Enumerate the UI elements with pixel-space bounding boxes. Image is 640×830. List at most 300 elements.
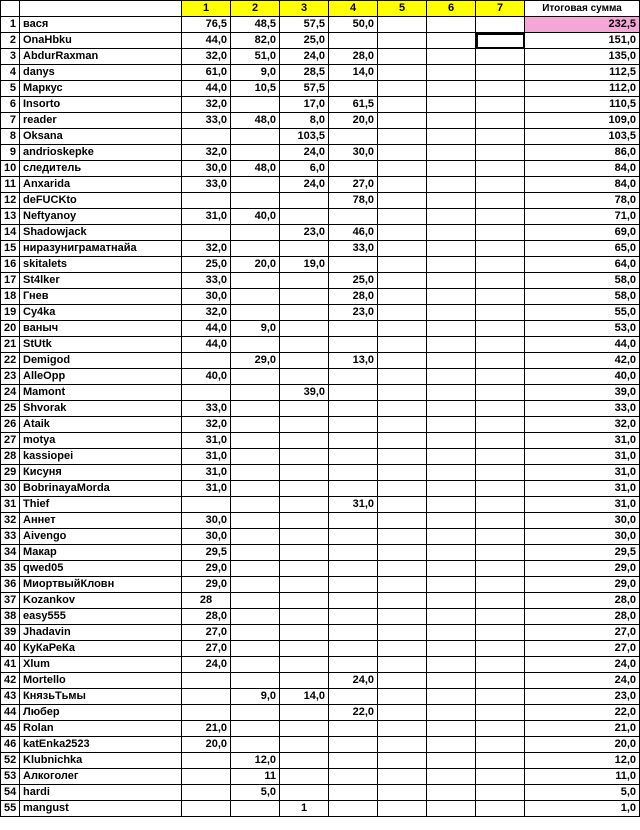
row-number[interactable]: 44 (1, 705, 20, 721)
row-number[interactable]: 42 (1, 673, 20, 689)
row-number[interactable]: 28 (1, 449, 20, 465)
score-cell-round-6[interactable] (427, 129, 476, 145)
score-cell-round-3[interactable]: 39,0 (280, 385, 329, 401)
score-cell-round-7[interactable] (476, 769, 525, 785)
score-cell-round-6[interactable] (427, 737, 476, 753)
score-cell-round-5[interactable] (378, 801, 427, 817)
score-cell-round-3[interactable] (280, 545, 329, 561)
row-number[interactable]: 43 (1, 689, 20, 705)
score-cell-round-7[interactable] (476, 225, 525, 241)
score-cell-round-6[interactable] (427, 257, 476, 273)
score-cell-round-6[interactable] (427, 241, 476, 257)
score-cell-round-5[interactable] (378, 241, 427, 257)
score-cell-round-2[interactable]: 40,0 (231, 209, 280, 225)
score-cell-round-7[interactable] (476, 273, 525, 289)
score-cell-round-5[interactable] (378, 577, 427, 593)
score-cell-round-4[interactable] (329, 513, 378, 529)
score-cell-round-7[interactable] (476, 497, 525, 513)
player-name-cell[interactable]: вася (20, 17, 182, 33)
score-cell-round-2[interactable]: 11 (231, 769, 280, 785)
total-cell[interactable]: 109,0 (525, 113, 640, 129)
score-cell-round-6[interactable] (427, 465, 476, 481)
score-cell-round-4[interactable] (329, 481, 378, 497)
row-number[interactable]: 46 (1, 737, 20, 753)
score-cell-round-7[interactable] (476, 385, 525, 401)
player-name-cell[interactable]: Thief (20, 497, 182, 513)
score-cell-round-3[interactable] (280, 577, 329, 593)
score-cell-round-4[interactable]: 13,0 (329, 353, 378, 369)
score-cell-round-7[interactable] (476, 97, 525, 113)
score-cell-round-2[interactable] (231, 641, 280, 657)
score-cell-round-5[interactable] (378, 433, 427, 449)
score-cell-round-2[interactable]: 29,0 (231, 353, 280, 369)
row-number[interactable]: 5 (1, 81, 20, 97)
score-cell-round-3[interactable] (280, 401, 329, 417)
player-name-cell[interactable]: Neftyanoy (20, 209, 182, 225)
player-name-cell[interactable]: deFUCKto (20, 193, 182, 209)
score-cell-round-5[interactable] (378, 753, 427, 769)
column-header-6[interactable]: 6 (427, 1, 476, 17)
corner-cell[interactable] (1, 1, 20, 17)
score-cell-round-5[interactable] (378, 113, 427, 129)
score-cell-round-6[interactable] (427, 321, 476, 337)
player-name-cell[interactable]: Shadowjack (20, 225, 182, 241)
score-cell-round-6[interactable] (427, 353, 476, 369)
score-cell-round-1[interactable] (182, 193, 231, 209)
name-header-cell[interactable] (20, 1, 182, 17)
score-cell-round-7[interactable] (476, 641, 525, 657)
score-cell-round-3[interactable]: 24,0 (280, 145, 329, 161)
total-cell[interactable]: 78,0 (525, 193, 640, 209)
player-name-cell[interactable]: andrioskepke (20, 145, 182, 161)
row-number[interactable]: 35 (1, 561, 20, 577)
score-cell-round-3[interactable]: 57,5 (280, 81, 329, 97)
score-cell-round-3[interactable] (280, 769, 329, 785)
score-cell-round-5[interactable] (378, 161, 427, 177)
total-cell[interactable]: 232,5 (525, 17, 640, 33)
score-cell-round-4[interactable] (329, 321, 378, 337)
score-cell-round-6[interactable] (427, 97, 476, 113)
score-cell-round-1[interactable]: 21,0 (182, 721, 231, 737)
score-cell-round-4[interactable]: 27,0 (329, 177, 378, 193)
player-name-cell[interactable]: Кисуня (20, 465, 182, 481)
score-cell-round-6[interactable] (427, 81, 476, 97)
score-cell-round-2[interactable]: 20,0 (231, 257, 280, 273)
row-number[interactable]: 2 (1, 33, 20, 49)
score-cell-round-4[interactable] (329, 33, 378, 49)
score-cell-round-5[interactable] (378, 593, 427, 609)
player-name-cell[interactable]: Маркус (20, 81, 182, 97)
score-cell-round-4[interactable] (329, 449, 378, 465)
total-cell[interactable]: 58,0 (525, 273, 640, 289)
score-cell-round-5[interactable] (378, 769, 427, 785)
row-number[interactable]: 8 (1, 129, 20, 145)
score-cell-round-2[interactable] (231, 145, 280, 161)
total-cell[interactable]: 20,0 (525, 737, 640, 753)
score-cell-round-2[interactable]: 5,0 (231, 785, 280, 801)
score-cell-round-3[interactable]: 24,0 (280, 49, 329, 65)
score-cell-round-1[interactable]: 31,0 (182, 433, 231, 449)
score-cell-round-2[interactable] (231, 497, 280, 513)
score-cell-round-6[interactable] (427, 209, 476, 225)
row-number[interactable]: 33 (1, 529, 20, 545)
total-cell[interactable]: 29,0 (525, 577, 640, 593)
score-cell-round-2[interactable]: 9,0 (231, 321, 280, 337)
score-cell-round-7[interactable] (476, 673, 525, 689)
score-cell-round-2[interactable] (231, 193, 280, 209)
score-cell-round-7[interactable] (476, 161, 525, 177)
score-cell-round-5[interactable] (378, 177, 427, 193)
row-number[interactable]: 26 (1, 417, 20, 433)
score-cell-round-7[interactable] (476, 753, 525, 769)
score-cell-round-6[interactable] (427, 385, 476, 401)
player-name-cell[interactable]: kassiopei (20, 449, 182, 465)
score-cell-round-4[interactable] (329, 369, 378, 385)
row-number[interactable]: 10 (1, 161, 20, 177)
player-name-cell[interactable]: AbdurRaxman (20, 49, 182, 65)
score-cell-round-5[interactable] (378, 353, 427, 369)
score-cell-round-4[interactable] (329, 593, 378, 609)
score-cell-round-6[interactable] (427, 545, 476, 561)
row-number[interactable]: 25 (1, 401, 20, 417)
score-cell-round-1[interactable]: 28,0 (182, 609, 231, 625)
score-cell-round-3[interactable] (280, 785, 329, 801)
score-cell-round-2[interactable] (231, 721, 280, 737)
score-cell-round-1[interactable]: 31,0 (182, 449, 231, 465)
score-cell-round-2[interactable] (231, 481, 280, 497)
score-cell-round-1[interactable]: 32,0 (182, 145, 231, 161)
total-cell[interactable]: 29,0 (525, 561, 640, 577)
score-cell-round-7[interactable] (476, 433, 525, 449)
score-cell-round-6[interactable] (427, 177, 476, 193)
row-number[interactable]: 3 (1, 49, 20, 65)
score-cell-round-4[interactable]: 25,0 (329, 273, 378, 289)
score-cell-round-6[interactable] (427, 145, 476, 161)
score-cell-round-6[interactable] (427, 705, 476, 721)
score-cell-round-5[interactable] (378, 145, 427, 161)
score-cell-round-2[interactable]: 82,0 (231, 33, 280, 49)
total-cell[interactable]: 5,0 (525, 785, 640, 801)
row-number[interactable]: 36 (1, 577, 20, 593)
score-cell-round-4[interactable] (329, 529, 378, 545)
score-cell-round-4[interactable] (329, 625, 378, 641)
score-cell-round-1[interactable] (182, 769, 231, 785)
total-cell[interactable]: 103,5 (525, 129, 640, 145)
score-cell-round-3[interactable] (280, 593, 329, 609)
score-cell-round-7[interactable] (476, 81, 525, 97)
score-cell-round-4[interactable] (329, 577, 378, 593)
total-cell[interactable]: 55,0 (525, 305, 640, 321)
score-cell-round-3[interactable] (280, 417, 329, 433)
score-cell-round-2[interactable] (231, 289, 280, 305)
score-cell-round-2[interactable] (231, 737, 280, 753)
score-cell-round-5[interactable] (378, 785, 427, 801)
score-cell-round-3[interactable] (280, 433, 329, 449)
score-cell-round-6[interactable] (427, 417, 476, 433)
score-cell-round-6[interactable] (427, 497, 476, 513)
total-cell[interactable]: 64,0 (525, 257, 640, 273)
score-cell-round-7[interactable] (476, 241, 525, 257)
score-cell-round-2[interactable] (231, 529, 280, 545)
score-cell-round-5[interactable] (378, 513, 427, 529)
score-cell-round-4[interactable] (329, 737, 378, 753)
score-cell-round-6[interactable] (427, 785, 476, 801)
score-cell-round-1[interactable]: 31,0 (182, 481, 231, 497)
score-cell-round-1[interactable]: 30,0 (182, 289, 231, 305)
score-cell-round-3[interactable] (280, 241, 329, 257)
score-cell-round-6[interactable] (427, 273, 476, 289)
score-cell-round-1[interactable]: 30,0 (182, 529, 231, 545)
score-cell-round-4[interactable]: 33,0 (329, 241, 378, 257)
row-number[interactable]: 34 (1, 545, 20, 561)
total-cell[interactable]: 27,0 (525, 641, 640, 657)
score-cell-round-4[interactable] (329, 689, 378, 705)
score-cell-round-2[interactable]: 48,0 (231, 161, 280, 177)
score-cell-round-4[interactable]: 28,0 (329, 289, 378, 305)
total-header[interactable]: Итоговая сумма (525, 1, 640, 17)
score-cell-round-2[interactable] (231, 305, 280, 321)
score-cell-round-3[interactable] (280, 465, 329, 481)
total-cell[interactable]: 31,0 (525, 481, 640, 497)
score-cell-round-2[interactable] (231, 337, 280, 353)
score-cell-round-5[interactable] (378, 321, 427, 337)
score-cell-round-6[interactable] (427, 689, 476, 705)
total-cell[interactable]: 27,0 (525, 625, 640, 641)
score-cell-round-7[interactable] (476, 737, 525, 753)
score-cell-round-2[interactable] (231, 545, 280, 561)
score-cell-round-5[interactable] (378, 465, 427, 481)
score-cell-round-5[interactable] (378, 337, 427, 353)
score-cell-round-1[interactable]: 24,0 (182, 657, 231, 673)
score-cell-round-2[interactable] (231, 593, 280, 609)
score-cell-round-3[interactable]: 19,0 (280, 257, 329, 273)
row-number[interactable]: 13 (1, 209, 20, 225)
player-name-cell[interactable]: Ataik (20, 417, 182, 433)
score-cell-round-6[interactable] (427, 49, 476, 65)
total-cell[interactable]: 24,0 (525, 657, 640, 673)
score-cell-round-7[interactable] (476, 481, 525, 497)
score-cell-round-3[interactable] (280, 449, 329, 465)
score-cell-round-4[interactable]: 23,0 (329, 305, 378, 321)
column-header-4[interactable]: 4 (329, 1, 378, 17)
player-name-cell[interactable]: следитель (20, 161, 182, 177)
score-cell-round-3[interactable] (280, 497, 329, 513)
score-cell-round-4[interactable] (329, 785, 378, 801)
score-cell-round-3[interactable]: 25,0 (280, 33, 329, 49)
score-cell-round-5[interactable] (378, 561, 427, 577)
score-cell-round-5[interactable] (378, 689, 427, 705)
score-cell-round-1[interactable]: 40,0 (182, 369, 231, 385)
score-cell-round-5[interactable] (378, 33, 427, 49)
row-number[interactable]: 52 (1, 753, 20, 769)
player-name-cell[interactable]: Aivengo (20, 529, 182, 545)
score-cell-round-7[interactable] (476, 33, 525, 49)
score-cell-round-5[interactable] (378, 449, 427, 465)
score-cell-round-7[interactable] (476, 785, 525, 801)
row-number[interactable]: 14 (1, 225, 20, 241)
score-cell-round-7[interactable] (476, 113, 525, 129)
score-cell-round-1[interactable]: 31,0 (182, 465, 231, 481)
score-cell-round-1[interactable]: 61,0 (182, 65, 231, 81)
score-cell-round-3[interactable] (280, 369, 329, 385)
score-cell-round-7[interactable] (476, 305, 525, 321)
score-cell-round-6[interactable] (427, 641, 476, 657)
score-cell-round-6[interactable] (427, 17, 476, 33)
score-cell-round-2[interactable] (231, 225, 280, 241)
score-cell-round-6[interactable] (427, 449, 476, 465)
score-cell-round-5[interactable] (378, 65, 427, 81)
score-cell-round-3[interactable] (280, 481, 329, 497)
player-name-cell[interactable]: Гнев (20, 289, 182, 305)
player-name-cell[interactable]: КнязьТьмы (20, 689, 182, 705)
score-cell-round-7[interactable] (476, 417, 525, 433)
total-cell[interactable]: 39,0 (525, 385, 640, 401)
score-cell-round-5[interactable] (378, 193, 427, 209)
total-cell[interactable]: 1,0 (525, 801, 640, 817)
row-number[interactable]: 23 (1, 369, 20, 385)
score-cell-round-2[interactable] (231, 401, 280, 417)
total-cell[interactable]: 31,0 (525, 465, 640, 481)
row-number[interactable]: 27 (1, 433, 20, 449)
score-cell-round-5[interactable] (378, 481, 427, 497)
total-cell[interactable]: 86,0 (525, 145, 640, 161)
score-cell-round-6[interactable] (427, 369, 476, 385)
total-cell[interactable]: 11,0 (525, 769, 640, 785)
score-cell-round-2[interactable] (231, 609, 280, 625)
player-name-cell[interactable]: ниразуниграматнайа (20, 241, 182, 257)
row-number[interactable]: 38 (1, 609, 20, 625)
score-cell-round-7[interactable] (476, 401, 525, 417)
total-cell[interactable]: 24,0 (525, 673, 640, 689)
row-number[interactable]: 29 (1, 465, 20, 481)
score-cell-round-5[interactable] (378, 129, 427, 145)
score-cell-round-7[interactable] (476, 369, 525, 385)
player-name-cell[interactable]: danys (20, 65, 182, 81)
score-cell-round-7[interactable] (476, 577, 525, 593)
player-name-cell[interactable]: Xlum (20, 657, 182, 673)
player-name-cell[interactable]: mangust (20, 801, 182, 817)
player-name-cell[interactable]: AlleOpp (20, 369, 182, 385)
player-name-cell[interactable]: Shvorak (20, 401, 182, 417)
score-cell-round-3[interactable]: 24,0 (280, 177, 329, 193)
score-cell-round-4[interactable]: 31,0 (329, 497, 378, 513)
player-name-cell[interactable]: Jhadavin (20, 625, 182, 641)
score-cell-round-1[interactable] (182, 225, 231, 241)
score-cell-round-1[interactable] (182, 705, 231, 721)
total-cell[interactable]: 110,5 (525, 97, 640, 113)
score-cell-round-1[interactable]: 29,0 (182, 561, 231, 577)
player-name-cell[interactable]: МиортвыйКловн (20, 577, 182, 593)
score-cell-round-4[interactable] (329, 753, 378, 769)
score-cell-round-5[interactable] (378, 81, 427, 97)
score-cell-round-7[interactable] (476, 609, 525, 625)
score-cell-round-4[interactable] (329, 257, 378, 273)
score-cell-round-1[interactable]: 33,0 (182, 177, 231, 193)
score-cell-round-5[interactable] (378, 625, 427, 641)
score-cell-round-1[interactable] (182, 801, 231, 817)
score-cell-round-3[interactable] (280, 657, 329, 673)
row-number[interactable]: 22 (1, 353, 20, 369)
score-cell-round-6[interactable] (427, 673, 476, 689)
score-cell-round-2[interactable] (231, 465, 280, 481)
score-cell-round-2[interactable] (231, 417, 280, 433)
score-cell-round-7[interactable] (476, 65, 525, 81)
total-cell[interactable]: 151,0 (525, 33, 640, 49)
score-cell-round-1[interactable]: 32,0 (182, 241, 231, 257)
score-cell-round-2[interactable] (231, 577, 280, 593)
player-name-cell[interactable]: katEnka2523 (20, 737, 182, 753)
score-cell-round-6[interactable] (427, 161, 476, 177)
score-cell-round-3[interactable]: 103,5 (280, 129, 329, 145)
score-cell-round-7[interactable] (476, 545, 525, 561)
score-cell-round-4[interactable] (329, 801, 378, 817)
score-cell-round-5[interactable] (378, 97, 427, 113)
total-cell[interactable]: 65,0 (525, 241, 640, 257)
score-cell-round-5[interactable] (378, 417, 427, 433)
total-cell[interactable]: 29,5 (525, 545, 640, 561)
player-name-cell[interactable]: Rolan (20, 721, 182, 737)
score-cell-round-2[interactable] (231, 177, 280, 193)
score-cell-round-4[interactable] (329, 609, 378, 625)
score-cell-round-6[interactable] (427, 65, 476, 81)
score-cell-round-7[interactable] (476, 209, 525, 225)
score-cell-round-5[interactable] (378, 209, 427, 225)
score-cell-round-3[interactable] (280, 513, 329, 529)
score-cell-round-6[interactable] (427, 721, 476, 737)
score-cell-round-5[interactable] (378, 545, 427, 561)
score-cell-round-7[interactable] (476, 353, 525, 369)
score-cell-round-1[interactable]: 44,0 (182, 81, 231, 97)
score-cell-round-5[interactable] (378, 641, 427, 657)
score-cell-round-7[interactable] (476, 657, 525, 673)
total-cell[interactable]: 135,0 (525, 49, 640, 65)
score-cell-round-3[interactable] (280, 561, 329, 577)
score-cell-round-2[interactable] (231, 241, 280, 257)
score-cell-round-3[interactable] (280, 641, 329, 657)
score-cell-round-2[interactable]: 48,5 (231, 17, 280, 33)
row-number[interactable]: 12 (1, 193, 20, 209)
player-name-cell[interactable]: Mortello (20, 673, 182, 689)
score-cell-round-7[interactable] (476, 129, 525, 145)
score-cell-round-2[interactable] (231, 657, 280, 673)
score-cell-round-3[interactable] (280, 753, 329, 769)
score-cell-round-4[interactable] (329, 433, 378, 449)
score-cell-round-5[interactable] (378, 257, 427, 273)
score-cell-round-4[interactable]: 24,0 (329, 673, 378, 689)
score-cell-round-3[interactable]: 6,0 (280, 161, 329, 177)
player-name-cell[interactable]: easy555 (20, 609, 182, 625)
score-cell-round-3[interactable] (280, 289, 329, 305)
row-number[interactable]: 20 (1, 321, 20, 337)
score-cell-round-3[interactable] (280, 625, 329, 641)
score-cell-round-6[interactable] (427, 657, 476, 673)
score-cell-round-7[interactable] (476, 289, 525, 305)
row-number[interactable]: 19 (1, 305, 20, 321)
score-cell-round-7[interactable] (476, 177, 525, 193)
score-cell-round-2[interactable]: 51,0 (231, 49, 280, 65)
score-cell-round-4[interactable] (329, 161, 378, 177)
row-number[interactable]: 41 (1, 657, 20, 673)
total-cell[interactable]: 30,0 (525, 529, 640, 545)
column-header-5[interactable]: 5 (378, 1, 427, 17)
score-cell-round-1[interactable]: 29,5 (182, 545, 231, 561)
row-number[interactable]: 11 (1, 177, 20, 193)
score-cell-round-2[interactable] (231, 801, 280, 817)
score-cell-round-2[interactable]: 9,0 (231, 65, 280, 81)
total-cell[interactable]: 53,0 (525, 321, 640, 337)
total-cell[interactable]: 31,0 (525, 497, 640, 513)
player-name-cell[interactable]: Insorto (20, 97, 182, 113)
